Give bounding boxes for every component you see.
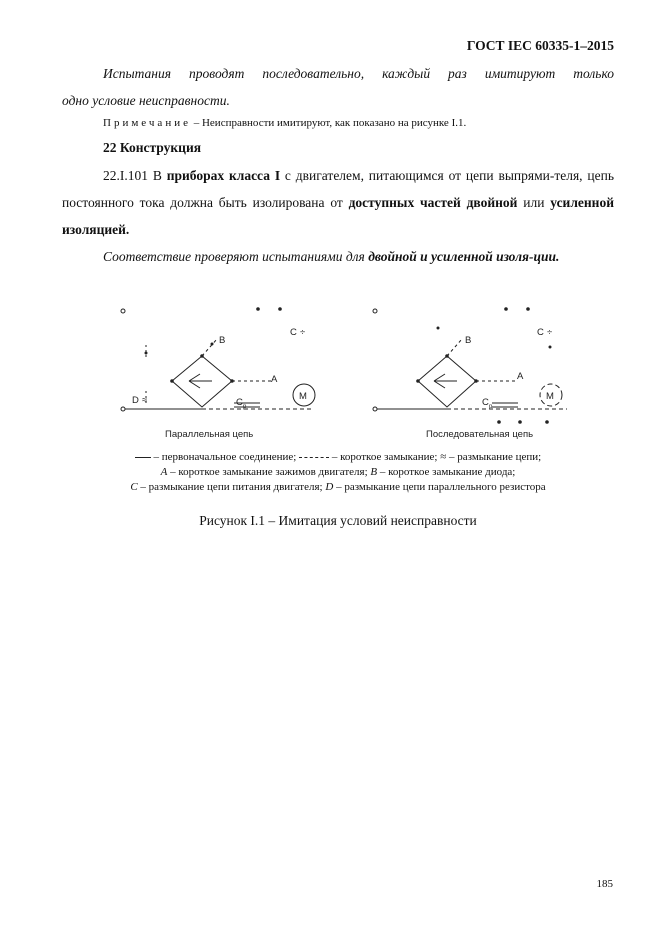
label-b-left: B	[219, 335, 226, 346]
compliance-terms: двойной и усиленной изоля-ции.	[368, 249, 560, 264]
node	[504, 307, 508, 311]
terminal-bottom-left	[121, 407, 125, 411]
node	[549, 346, 552, 349]
terminal-top-left	[121, 309, 125, 313]
clause-text-1: В	[148, 168, 167, 183]
legend-line-1	[62, 450, 614, 465]
label-m-right: M	[546, 391, 554, 402]
clause-text-4: или	[517, 195, 551, 210]
label-c-left: C	[290, 327, 297, 338]
node	[545, 420, 549, 424]
legend-key: C	[130, 481, 138, 493]
clause-term-class-i: приборах класса I	[166, 168, 281, 183]
intro-line-1: Испытания проводят последовательно, каждый раз имитируют только	[103, 66, 614, 81]
figure-i1	[62, 295, 614, 445]
figure-title: Рисунок I.1 – Имитация условий неисправности	[199, 513, 477, 528]
solid-line-symbol	[135, 457, 151, 458]
label-d: D	[132, 395, 139, 406]
open-circuit-symbol: ≈	[440, 451, 447, 463]
node	[278, 307, 282, 311]
open-symbol-d: ≈	[142, 395, 148, 406]
open-symbol-c-left: ÷	[300, 327, 306, 338]
clause-term-reinforced: усиленной изоляцией.	[62, 195, 614, 237]
node	[211, 343, 214, 346]
legend-line-2	[62, 465, 614, 480]
node	[526, 307, 530, 311]
note-label: Примечание	[103, 117, 191, 129]
note	[103, 117, 466, 129]
label-cp-right: C	[482, 397, 489, 408]
diode-arrow-head-2	[189, 381, 200, 388]
legend-text: – первоначальное соединение;	[150, 451, 300, 463]
node	[200, 354, 204, 358]
note-text: – Неисправности имитируют, как показано на рисунке I.1.	[190, 117, 467, 129]
node	[256, 307, 260, 311]
node	[145, 352, 148, 355]
label-cp-left: C	[236, 397, 243, 408]
node	[518, 420, 522, 424]
label-cp-sub-left: p	[243, 404, 247, 410]
clause-text-2: с двигателем, питающимся от цепи выпрями-теля, цепь постоянного тока должна быть изолирована от	[62, 168, 614, 210]
legend-text: – размыкание цепи;	[446, 451, 542, 463]
label-c-right: C	[537, 327, 544, 338]
label-b-right: B	[465, 335, 472, 346]
intro-line-2: одно условие неисправности.	[62, 93, 230, 108]
clause-term-accessible-parts: доступных частей	[348, 195, 461, 210]
legend-key: A	[160, 466, 168, 478]
legend-key: B	[370, 466, 378, 478]
diode-arrow-head-1	[189, 374, 200, 381]
caption-parallel: Параллельная цепь	[165, 429, 254, 440]
legend-text: – короткое замыкание диода;	[377, 466, 516, 478]
compliance-paragraph	[62, 243, 614, 270]
short-b-right	[447, 339, 462, 356]
node	[445, 354, 449, 358]
legend-line-3	[62, 480, 614, 495]
clause-term-double: двойной	[466, 195, 518, 210]
short-b	[202, 339, 217, 356]
intro-paragraph	[62, 60, 614, 114]
terminal-bottom-right	[373, 407, 377, 411]
document-header: ГОСТ IEC 60335-1–2015	[466, 38, 614, 53]
section-title: 22 Конструкция	[103, 140, 202, 155]
label-cp-sub-right: p	[489, 404, 493, 410]
node	[437, 327, 440, 330]
figure-legend	[62, 450, 614, 495]
node	[170, 379, 174, 383]
legend-text: – размыкание цепи параллельного резистора	[333, 481, 546, 493]
caption-series: Последовательная цепь	[426, 429, 534, 440]
legend-text: – короткое замыкание;	[329, 451, 441, 463]
dashed-line-symbol	[299, 457, 329, 458]
node	[497, 420, 501, 424]
parallel-circuit	[121, 309, 315, 411]
legend-text: – размыкание цепи питания двигателя;	[137, 481, 326, 493]
page-number: 185	[596, 878, 613, 890]
compliance-text: Соответствие проверяют испытаниями для	[103, 249, 369, 264]
diode-arrow-right-head-1	[434, 374, 445, 381]
clause-paragraph	[62, 162, 614, 243]
terminal-top-right	[373, 309, 377, 313]
label-m-left: M	[299, 391, 307, 402]
label-a-left: A	[271, 374, 278, 385]
legend-text: – короткое замыкание зажимов двигателя;	[167, 466, 371, 478]
label-a-right: A	[517, 371, 524, 382]
node	[474, 379, 478, 383]
legend-key: D	[325, 481, 334, 493]
open-symbol-c-right: ÷	[547, 327, 553, 338]
node	[230, 379, 234, 383]
series-circuit	[373, 309, 567, 411]
node	[416, 379, 420, 383]
clause-number: 22.I.101	[103, 168, 148, 183]
diode-arrow-right-head-2	[434, 381, 445, 388]
